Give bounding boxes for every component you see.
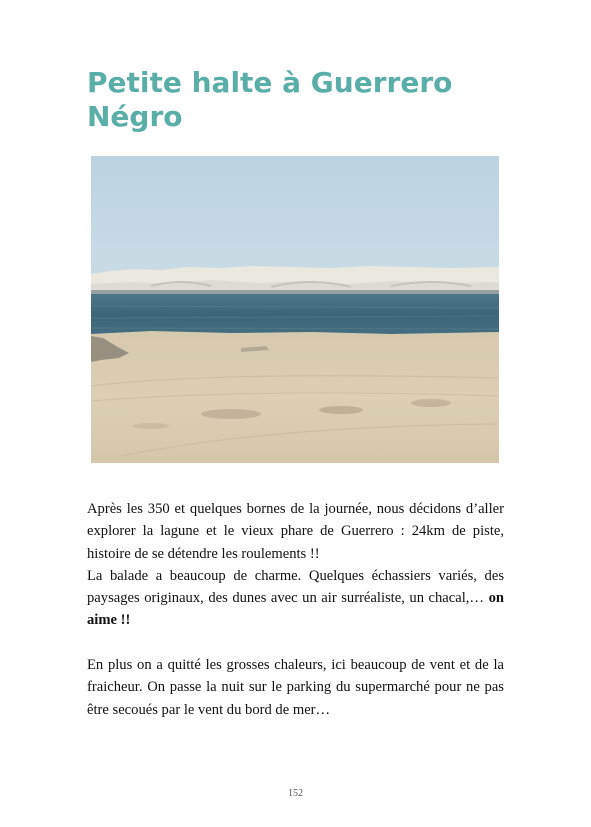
sky bbox=[91, 156, 499, 276]
page-number: 152 bbox=[288, 788, 303, 799]
paragraph-2-text: La balade a beaucoup de charme. Quelques échassiers variés, des paysages originaux, des dunes avec un air surréaliste, un chacal,… bbox=[87, 567, 504, 607]
paragraph-1: Après les 350 et quelques bornes de la journée, nous décidons d’aller explorer la lagune et le vieux phare de Guerrero : 24km de piste, histoire de se détendre les roulements !! bbox=[87, 501, 504, 562]
paragraph-2 bbox=[87, 565, 504, 632]
lagoon-photo bbox=[91, 156, 499, 463]
lagoon-photo-drawing bbox=[91, 156, 499, 463]
paragraph-3: En plus on a quitté les grosses chaleurs, ici beaucoup de vent et de la fraicheur. On passe la nuit sur le parking du supermarché pour ne pas être secoués par le vent du bord de mer… bbox=[87, 657, 504, 718]
article-body bbox=[87, 498, 504, 721]
lagoon-water bbox=[91, 294, 499, 336]
paragraph-spacer bbox=[87, 632, 504, 654]
page-title: Petite halte à Guerrero Négro bbox=[87, 66, 453, 133]
paragraph-2-emphasis: on aime !! bbox=[87, 590, 504, 629]
